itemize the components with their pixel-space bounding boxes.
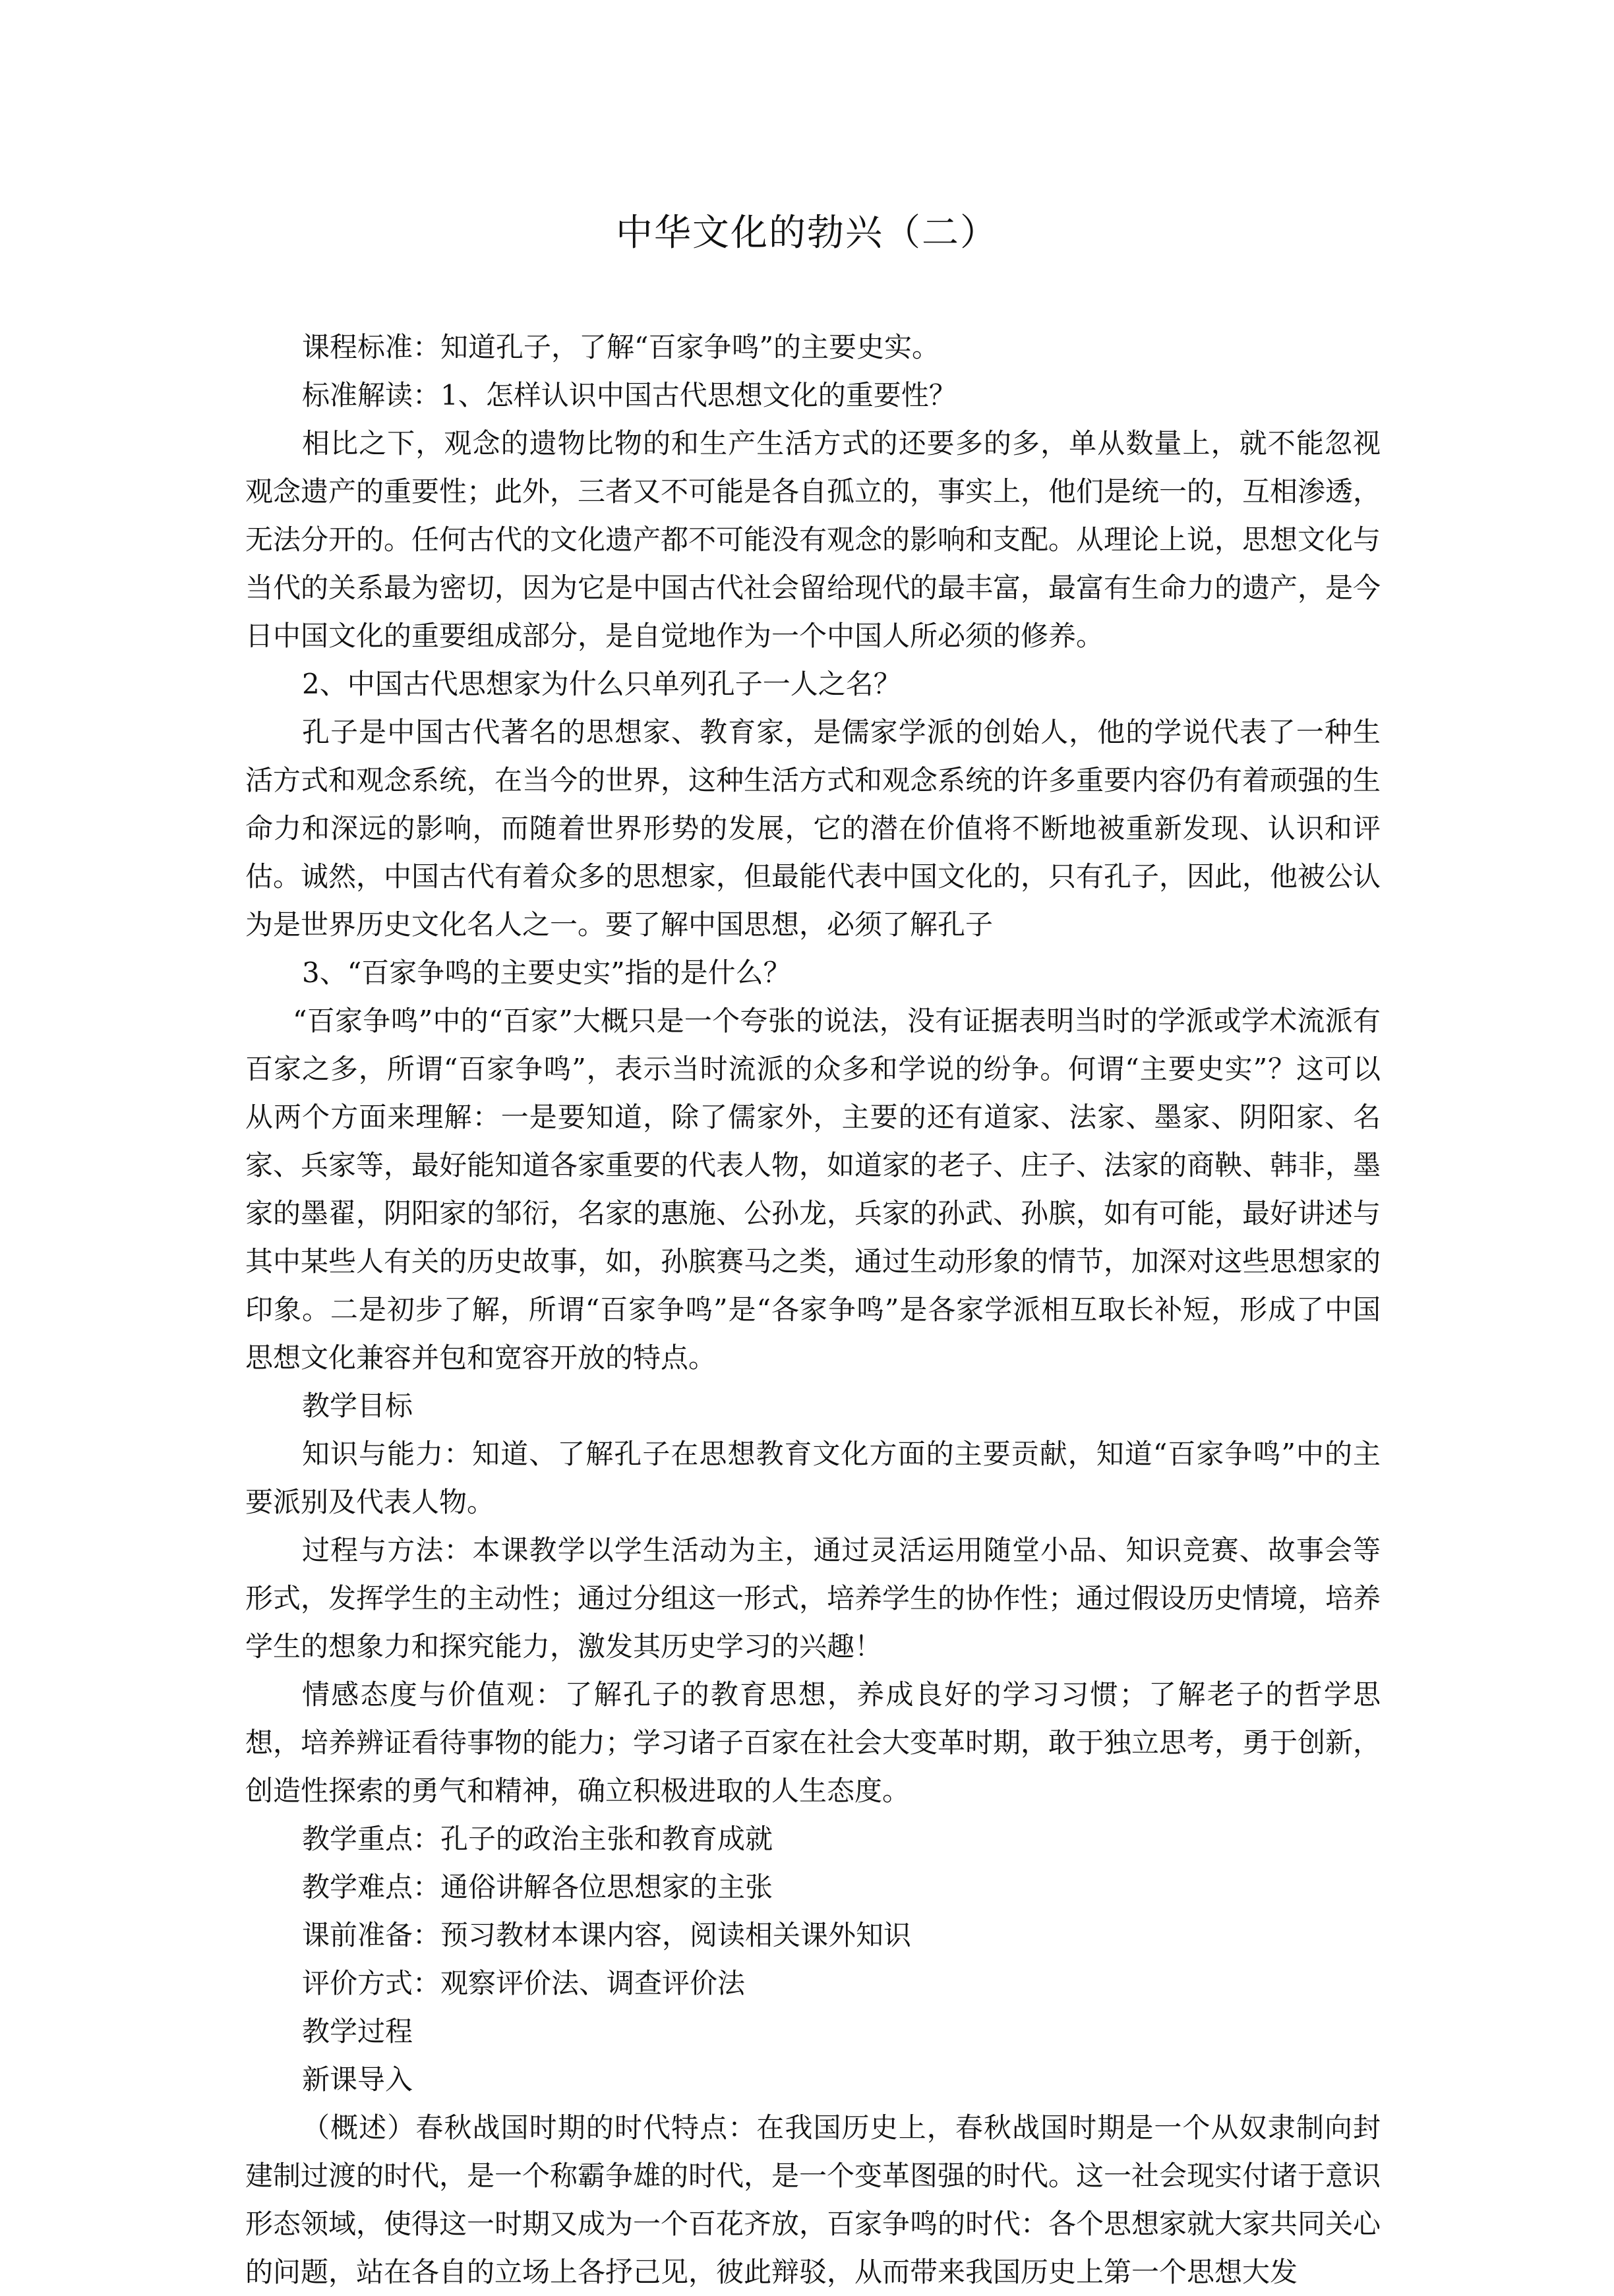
- document-body: [245, 323, 1381, 2296]
- paragraph-teaching-goals: 教学目标: [302, 1390, 413, 1422]
- paragraph-evaluation: 评价方式：观察评价法、调查评价法: [302, 1967, 746, 1999]
- paragraph-knowledge-ability: 知识与能力：知道、了解孔子在思想教育文化方面的主要贡献，知道“百家争鸣”中的主要派别及代表人物。: [245, 1438, 1381, 1518]
- paragraph-preparation: 课前准备：预习教材本课内容，阅读相关课外知识: [302, 1919, 912, 1951]
- paragraph-process-method: 过程与方法：本课教学以学生活动为主，通过灵活运用随堂小品、知识竞赛、故事会等形式，发挥学生的主动性；通过分组这一形式，培养学生的协作性；通过假设历史情境，培养学生的想象力和探究能力，激发其历史学习的兴趣！: [245, 1534, 1381, 1663]
- paragraph-emotion-values: 情感态度与价值观：了解孔子的教育思想，养成良好的学习习惯；了解老子的哲学思想，培养辨证看待事物的能力；学习诸子百家在社会大变革时期，敢于独立思考，勇于创新，创造性探索的勇气和精神，确立积极进取的人生态度。: [245, 1678, 1381, 1807]
- paragraph-teaching-difficulty: 教学难点：通俗讲解各位思想家的主张: [302, 1871, 773, 1903]
- paragraph-course-standard: 课程标准：知道孔子，了解“百家争鸣”的主要史实。: [302, 331, 940, 363]
- document-title: 中华文化的勃兴（二）: [616, 212, 998, 254]
- paragraph-question-hundred-schools: 3、“百家争鸣的主要史实”指的是什么？: [302, 957, 791, 989]
- paragraph-standard-interpretation: 标准解读：1、怎样认识中国古代思想文化的重要性？: [302, 379, 957, 411]
- paragraph-teaching-process: 教学过程: [302, 2015, 413, 2047]
- paragraph-teaching-focus: 教学重点：孔子的政治主张和教育成就: [302, 1823, 773, 1855]
- paragraph-overview: （概述）春秋战国时期的时代特点：在我国历史上，春秋战国时期是一个从奴隶制向封建制过渡的时代，是一个称霸争雄的时代，是一个变革图强的时代。这一社会现实付诸于意识形态领域，使得这一时期又成为一个百花齐放，百家争鸣的时代：各个思想家就大家共同关心的问题，站在各自的立场上各抒己见，彼此辩驳，从而带来我国历史上第一个思想大发: [245, 2111, 1381, 2288]
- paragraph-hundred-schools-answer: “百家争鸣”中的“百家”大概只是一个夸张的说法，没有证据表明当时的学派或学术流派有百家之多，所谓“百家争鸣”，表示当时流派的众多和学说的纷争。何谓“主要史实”？这可以从两个方面来理解：一是要知道，除了儒家外，主要的还有道家、法家、墨家、阴阳家、名家、兵家等，最好能知道各家重要的代表人物，如道家的老子、庄子、法家的商鞅、韩非，墨家的墨翟，阴阳家的邹衍，名家的惠施、公孙龙，兵家的孙武、孙膑，如有可能，最好讲述与其中某些人有关的历史故事，如，孙膑赛马之类，通过生动形象的情节，加深对这些思想家的印象。二是初步了解，所谓“百家争鸣”是“各家争鸣”是各家学派相互取长补短，形成了中国思想文化兼容并包和宽容开放的特点。: [245, 1005, 1381, 1374]
- paragraph-confucius-answer: 孔子是中国古代著名的思想家、教育家，是儒家学派的创始人，他的学说代表了一种生活方式和观念系统，在当今的世界，这种生活方式和观念系统的许多重要内容仍有着顽强的生命力和深远的影响，而随着世界形势的发展，它的潜在价值将不断地被重新发现、认识和评估。诚然，中国古代有着众多的思想家，但最能代表中国文化的，只有孔子，因此，他被公认为是世界历史文化名人之一。要了解中国思想，必须了解孔子: [245, 716, 1381, 941]
- paragraph-lesson-intro: 新课导入: [302, 2063, 413, 2096]
- paragraph-thought-culture-importance: 相比之下，观念的遗物比物的和生产生活方式的还要多的多，单从数量上，就不能忽视观念遗产的重要性；此外，三者又不可能是各自孤立的，事实上，他们是统一的，互相渗透，无法分开的。任何古代的文化遗产都不可能没有观念的影响和支配。从理论上说，思想文化与当代的关系最为密切，因为它是中国古代社会留给现代的最丰富，最富有生命力的遗产，是今日中国文化的重要组成部分，是自觉地作为一个中国人所必须的修养。: [245, 427, 1381, 652]
- paragraph-question-confucius: 2、中国古代思想家为什么只单列孔子一人之名？: [302, 668, 901, 700]
